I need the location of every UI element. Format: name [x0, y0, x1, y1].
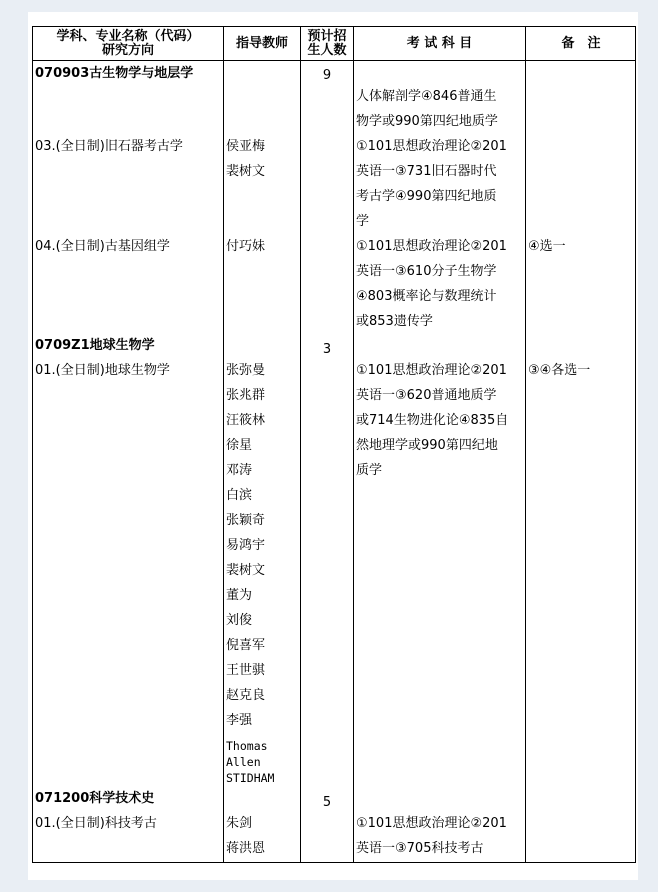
advisor-name: 邓涛 — [226, 463, 253, 478]
advisor-name: 白滨 — [226, 488, 253, 503]
exam-line: 物学或990第四纪地质学 — [356, 114, 498, 129]
exam-line: 或714生物进化论④835自 — [356, 413, 509, 428]
quota-value: 5 — [322, 795, 332, 810]
header-quota-line2: 生人数 — [307, 42, 347, 58]
exam-line: 英语一③705科技考古 — [356, 841, 484, 856]
exam-line: 考古学④990第四纪地质 — [356, 189, 497, 204]
note-text: ④选一 — [528, 239, 566, 254]
header-notes — [526, 27, 636, 60]
direction-name: 01.(全日制)科技考古 — [35, 816, 157, 831]
column-divider — [223, 27, 224, 862]
advisor-name: 朱剑 — [226, 816, 253, 831]
section-title: 070903古生物学与地层学 — [35, 66, 194, 81]
advisor-list — [226, 234, 265, 259]
advisor-name: 张弥曼 — [226, 363, 266, 378]
advisor-name: 易鸿宇 — [226, 538, 266, 553]
header-exam — [354, 27, 525, 60]
advisor-name: 侯亚梅 — [226, 139, 266, 154]
exam-line: 或853遗传学 — [356, 314, 433, 329]
advisor-foreign-name — [226, 738, 274, 786]
exam-line: 英语一③731旧石器时代 — [356, 164, 497, 179]
advisor-name: 张兆群 — [226, 388, 266, 403]
exam-line: ④803概率论与数理统计 — [356, 289, 497, 304]
advisor-name: 董为 — [226, 588, 253, 603]
column-divider — [525, 27, 526, 862]
advisor-name: 倪喜军 — [226, 638, 266, 653]
advisor-name: 裴树文 — [226, 164, 266, 179]
advisor-name-part: STIDHAM — [226, 771, 275, 785]
exam-line: ①101思想政治理论②201 — [356, 816, 507, 831]
header-subject — [33, 27, 223, 60]
advisor-name: 赵克良 — [226, 688, 266, 703]
exam-subjects — [356, 358, 508, 483]
header-exam-label: 考 试 科 目 — [406, 35, 473, 51]
exam-line: 然地理学或990第四纪地 — [356, 438, 498, 453]
direction-name: 01.(全日制)地球生物学 — [35, 363, 170, 378]
exam-line: 英语一③620普通地质学 — [356, 388, 497, 403]
note-text: ③④各选一 — [528, 363, 591, 378]
exam-line: ①101思想政治理论②201 — [356, 363, 507, 378]
section-title: 0709Z1地球生物学 — [35, 338, 155, 353]
advisor-name: 刘俊 — [226, 613, 253, 628]
column-divider — [353, 27, 354, 862]
exam-line: ①101思想政治理论②201 — [356, 139, 507, 154]
header-quota — [301, 27, 353, 60]
advisor-name: 徐星 — [226, 438, 253, 453]
advisor-name-part: Thomas — [226, 739, 268, 753]
quota-value: 9 — [322, 68, 332, 83]
advisor-list — [226, 134, 265, 184]
advisor-name: 付巧妹 — [226, 239, 266, 254]
exam-subjects — [356, 234, 507, 334]
exam-line: 英语一③610分子生物学 — [356, 264, 497, 279]
advisor-name-part: Allen — [226, 755, 261, 769]
direction-name: 04.(全日制)古基因组学 — [35, 239, 170, 254]
exam-line: 质学 — [356, 463, 383, 478]
header-advisor — [224, 27, 300, 60]
advisor-list — [226, 358, 265, 733]
advisor-name: 裴树文 — [226, 563, 266, 578]
admissions-table — [32, 26, 636, 863]
advisor-name: 王世骐 — [226, 663, 266, 678]
header-subject-line2: 研究方向 — [101, 42, 154, 58]
exam-line: 人体解剖学④846普通生 — [356, 89, 497, 104]
header-advisor-label: 指导教师 — [235, 35, 288, 51]
section-title: 071200科学技术史 — [35, 791, 155, 806]
quota-value: 3 — [322, 342, 332, 357]
advisor-name: 李强 — [226, 713, 253, 728]
exam-subjects — [356, 811, 507, 861]
advisor-name: 蒋洪恩 — [226, 841, 266, 856]
exam-line: ①101思想政治理论②201 — [356, 239, 507, 254]
advisor-name: 张颖奇 — [226, 513, 266, 528]
exam-line: 学 — [356, 214, 370, 229]
exam-subjects — [356, 84, 507, 234]
advisor-list — [226, 811, 265, 861]
header-notes-label: 备 注 — [561, 35, 601, 51]
header-quota-line1: 预计招 — [307, 28, 347, 44]
header-subject-line1: 学科、专业名称（代码） — [56, 28, 200, 44]
column-divider — [300, 27, 301, 862]
advisor-name: 汪筱林 — [226, 413, 266, 428]
direction-name: 03.(全日制)旧石器考古学 — [35, 139, 183, 154]
